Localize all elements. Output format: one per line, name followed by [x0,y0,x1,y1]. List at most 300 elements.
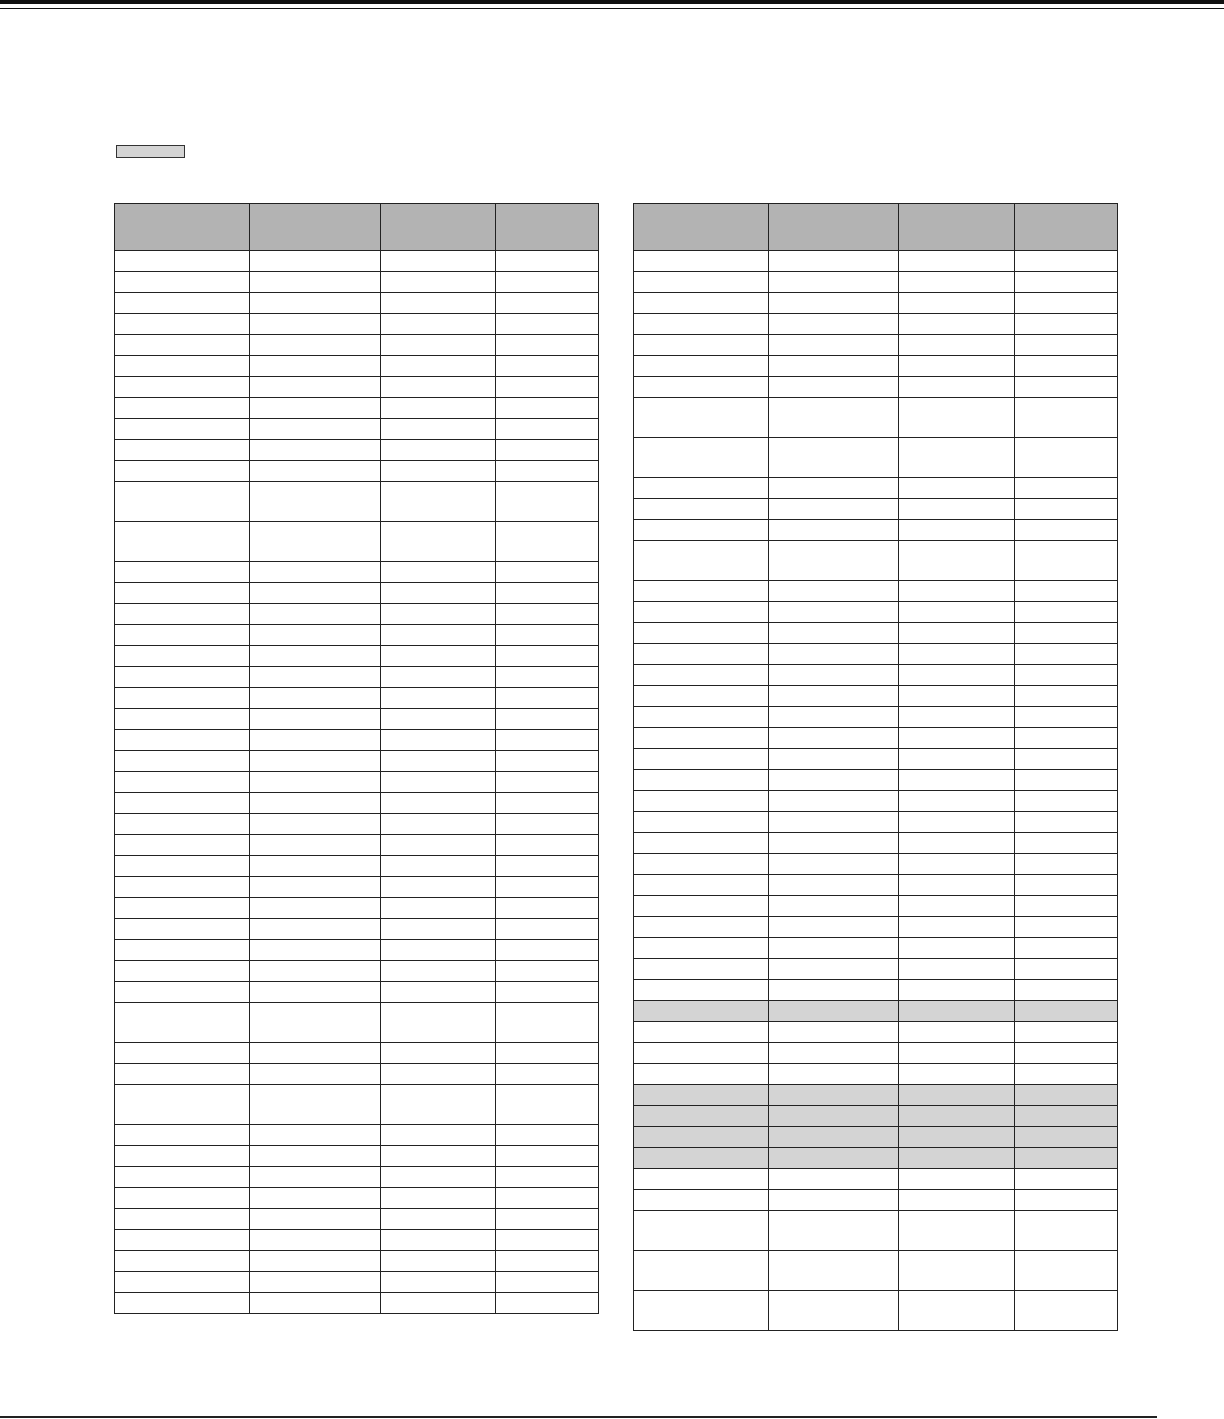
table-cell [115,1209,250,1230]
table-cell [634,749,769,770]
table-cell [250,730,381,751]
table-cell [1015,272,1118,293]
table-cell [115,751,250,772]
table-row [115,625,599,646]
table-cell [115,1167,250,1188]
table-cell [381,1209,496,1230]
table-cell [250,251,381,272]
table-cell [899,938,1015,959]
table-row [115,398,599,419]
table-cell [634,833,769,854]
table-cell [1015,520,1118,541]
table-row [634,959,1118,980]
table-cell [381,1230,496,1251]
column-header [1015,204,1118,251]
table-cell [496,1085,599,1125]
table-cell [381,482,496,522]
table-cell [899,1251,1015,1291]
table-cell [899,686,1015,707]
table-cell [381,856,496,877]
table-cell [381,730,496,751]
table-cell [1015,1127,1118,1148]
table-row [115,272,599,293]
table-cell [496,1043,599,1064]
table-cell [381,335,496,356]
table-cell [250,1209,381,1230]
table-row [634,812,1118,833]
table-cell [1015,1001,1118,1022]
table-cell [496,1209,599,1230]
table-cell [769,1148,899,1169]
table-cell [899,478,1015,499]
table-cell [115,1085,250,1125]
table-cell [250,940,381,961]
table-cell [769,1251,899,1291]
table-row [115,251,599,272]
table-cell [634,791,769,812]
table-row [634,1085,1118,1106]
table-row [634,602,1118,623]
table-cell [496,461,599,482]
table-cell [769,1064,899,1085]
table-cell [769,293,899,314]
table-cell [769,1022,899,1043]
table-cell [496,940,599,961]
table-cell [496,835,599,856]
table-cell [115,272,250,293]
table-cell [250,398,381,419]
table-row [634,520,1118,541]
table-cell [496,562,599,583]
table-cell [769,854,899,875]
table-cell [634,478,769,499]
table-cell [769,875,899,896]
table-row [115,877,599,898]
table-cell [899,875,1015,896]
table-cell [496,1272,599,1293]
table-cell [250,688,381,709]
table-cell [496,1167,599,1188]
table-cell [769,1190,899,1211]
table-cell [250,625,381,646]
table-row [634,1148,1118,1169]
table-row [115,1003,599,1043]
table-cell [899,499,1015,520]
table-cell [496,1146,599,1167]
table-cell [899,1022,1015,1043]
table-cell [899,1211,1015,1251]
table-cell [496,1064,599,1085]
table-cell [381,1251,496,1272]
table-cell [496,1125,599,1146]
table-row [634,377,1118,398]
table-cell [899,728,1015,749]
table-cell [250,793,381,814]
table-row [634,1001,1118,1022]
table-cell [115,688,250,709]
table-cell [1015,938,1118,959]
table-row [115,1125,599,1146]
table-cell [381,419,496,440]
table-cell [769,541,899,581]
table-cell [115,772,250,793]
table-row [115,1272,599,1293]
table-cell [250,562,381,583]
table-left [114,203,599,1314]
table-cell [1015,770,1118,791]
table-cell [769,770,899,791]
table-cell [899,293,1015,314]
table-cell [381,356,496,377]
table-cell [115,377,250,398]
table-cell [496,604,599,625]
table-cell [1015,959,1118,980]
table-row [634,1291,1118,1331]
table-cell [381,1146,496,1167]
table-cell [769,1043,899,1064]
table-cell [250,709,381,730]
table-cell [634,686,769,707]
table-row [634,272,1118,293]
table-cell [115,1251,250,1272]
table-cell [634,1251,769,1291]
table-row [634,875,1118,896]
table-row [634,980,1118,1001]
table-cell [381,272,496,293]
table-cell [381,961,496,982]
table-row [115,461,599,482]
table-cell [634,1190,769,1211]
table-row [634,833,1118,854]
table-cell [1015,398,1118,438]
table-cell [769,602,899,623]
table-row [634,791,1118,812]
table-cell [899,335,1015,356]
table-cell [634,314,769,335]
table-cell [899,980,1015,1001]
table-cell [115,419,250,440]
table-body [634,251,1118,1331]
table-cell [899,438,1015,478]
table-cell [1015,335,1118,356]
table-cell [634,1085,769,1106]
table-row [634,1064,1118,1085]
table-cell [381,398,496,419]
table-cell [1015,980,1118,1001]
table-row [115,562,599,583]
table-row [115,856,599,877]
table-cell [496,709,599,730]
table-cell [381,251,496,272]
table-cell [634,896,769,917]
table-cell [899,896,1015,917]
table-row [115,1251,599,1272]
table-cell [381,793,496,814]
table-cell [899,520,1015,541]
table-cell [899,1148,1015,1169]
table-cell [381,314,496,335]
table-cell [115,646,250,667]
table-cell [115,314,250,335]
table-cell [115,982,250,1003]
table-cell [769,917,899,938]
table-row [115,356,599,377]
table-row [634,707,1118,728]
table-cell [1015,749,1118,770]
table-cell [634,335,769,356]
table-cell [1015,623,1118,644]
table-cell [1015,854,1118,875]
table-cell [381,562,496,583]
table-cell [115,1043,250,1064]
table-cell [634,644,769,665]
table-cell [634,623,769,644]
table-cell [496,856,599,877]
table-cell [115,398,250,419]
table-cell [899,1190,1015,1211]
table-row [634,686,1118,707]
table-cell [381,1125,496,1146]
table-row [115,1167,599,1188]
table-cell [769,707,899,728]
table-cell [634,377,769,398]
table-cell [496,1293,599,1314]
table-cell [250,1064,381,1085]
table-cell [250,835,381,856]
table-cell [1015,1169,1118,1190]
table-row [115,940,599,961]
table-row [115,772,599,793]
table-cell [634,707,769,728]
table-cell [634,917,769,938]
table-cell [899,1169,1015,1190]
table-row [634,398,1118,438]
table-cell [769,728,899,749]
table-cell [250,440,381,461]
column-header [250,204,381,251]
table-cell [899,581,1015,602]
table-cell [115,1230,250,1251]
table-row [115,314,599,335]
table-cell [250,772,381,793]
table-cell [769,959,899,980]
table-cell [1015,377,1118,398]
table-cell [769,1211,899,1251]
table-cell [634,665,769,686]
table-cell [381,688,496,709]
legend-swatch [116,145,185,158]
table-cell [769,812,899,833]
table-row [115,898,599,919]
table-cell [1015,1251,1118,1291]
table-cell [769,749,899,770]
table-cell [634,980,769,1001]
table-cell [769,1127,899,1148]
table-cell [1015,812,1118,833]
table-cell [496,667,599,688]
table-cell [769,377,899,398]
table-cell [115,356,250,377]
table-cell [250,1003,381,1043]
table-cell [899,398,1015,438]
table-cell [250,877,381,898]
table-cell [634,959,769,980]
bottom-rule [0,1416,1157,1418]
table-cell [250,646,381,667]
table-cell [899,833,1015,854]
table-row [634,581,1118,602]
table-cell [115,1188,250,1209]
top-rule-thin [0,8,1224,9]
table-cell [381,293,496,314]
table-cell [899,1291,1015,1331]
table-cell [769,398,899,438]
table-cell [496,793,599,814]
table-row [115,751,599,772]
table-row [115,982,599,1003]
table-cell [115,522,250,562]
table-cell [496,961,599,982]
table-cell [115,1064,250,1085]
table-cell [381,583,496,604]
table-cell [496,419,599,440]
column-header [496,204,599,251]
table-row [115,482,599,522]
table-cell [769,791,899,812]
table-cell [250,272,381,293]
table-cell [496,814,599,835]
table-cell [250,461,381,482]
table-cell [115,583,250,604]
table-cell [496,688,599,709]
table-cell [634,728,769,749]
table-cell [381,667,496,688]
table-cell [634,812,769,833]
table-cell [250,1188,381,1209]
table-cell [634,1022,769,1043]
table-cell [634,854,769,875]
table-cell [115,440,250,461]
table-cell [381,440,496,461]
table-cell [634,938,769,959]
table-cell [899,1001,1015,1022]
table-cell [769,438,899,478]
table-cell [899,251,1015,272]
table-cell [250,314,381,335]
table-cell [496,772,599,793]
table-cell [250,982,381,1003]
table-row [634,1127,1118,1148]
table-cell [634,541,769,581]
table-cell [250,919,381,940]
table-cell [899,812,1015,833]
table-cell [899,1127,1015,1148]
table-cell [1015,791,1118,812]
table-row [634,917,1118,938]
table-row [634,478,1118,499]
table-cell [1015,1064,1118,1085]
table-cell [1015,541,1118,581]
table-cell [381,646,496,667]
table-cell [496,625,599,646]
top-rule [0,0,1224,4]
table-cell [250,482,381,522]
table-cell [769,665,899,686]
table-row [115,377,599,398]
table-row [634,314,1118,335]
table-cell [381,1003,496,1043]
table-row [115,667,599,688]
table-row [115,814,599,835]
table-cell [899,623,1015,644]
table-cell [634,1169,769,1190]
table-cell [115,898,250,919]
table-cell [381,1293,496,1314]
table-cell [381,709,496,730]
table-cell [115,461,250,482]
table-cell [899,1064,1015,1085]
table-cell [1015,1211,1118,1251]
table-row [115,440,599,461]
table-cell [115,856,250,877]
table-row [115,604,599,625]
table-cell [1015,1022,1118,1043]
table-row [634,1022,1118,1043]
table-cell [899,749,1015,770]
table-cell [1015,707,1118,728]
table-cell [1015,896,1118,917]
table-cell [899,602,1015,623]
table-cell [496,251,599,272]
table-cell [634,1106,769,1127]
table-row [115,522,599,562]
table-cell [115,604,250,625]
table-row [634,1251,1118,1291]
table-cell [250,1167,381,1188]
table-cell [1015,833,1118,854]
table-row [115,1293,599,1314]
table-cell [250,667,381,688]
table-cell [769,499,899,520]
table-cell [1015,293,1118,314]
table-cell [250,1251,381,1272]
table-row [115,646,599,667]
table-row [634,1043,1118,1064]
table-cell [634,770,769,791]
table-cell [769,356,899,377]
table-cell [496,356,599,377]
table-row [634,438,1118,478]
table-cell [899,356,1015,377]
table-row [634,356,1118,377]
table-cell [1015,728,1118,749]
table-cell [634,520,769,541]
table-cell [769,251,899,272]
table-cell [381,982,496,1003]
table-cell [1015,875,1118,896]
table-cell [1015,1085,1118,1106]
table-cell [381,461,496,482]
table-cell [115,1003,250,1043]
table-cell [381,751,496,772]
table-cell [496,1188,599,1209]
table-cell [115,1146,250,1167]
table-cell [381,814,496,835]
table-cell [899,1106,1015,1127]
table-row [115,1043,599,1064]
table-cell [769,896,899,917]
table-cell [250,1272,381,1293]
